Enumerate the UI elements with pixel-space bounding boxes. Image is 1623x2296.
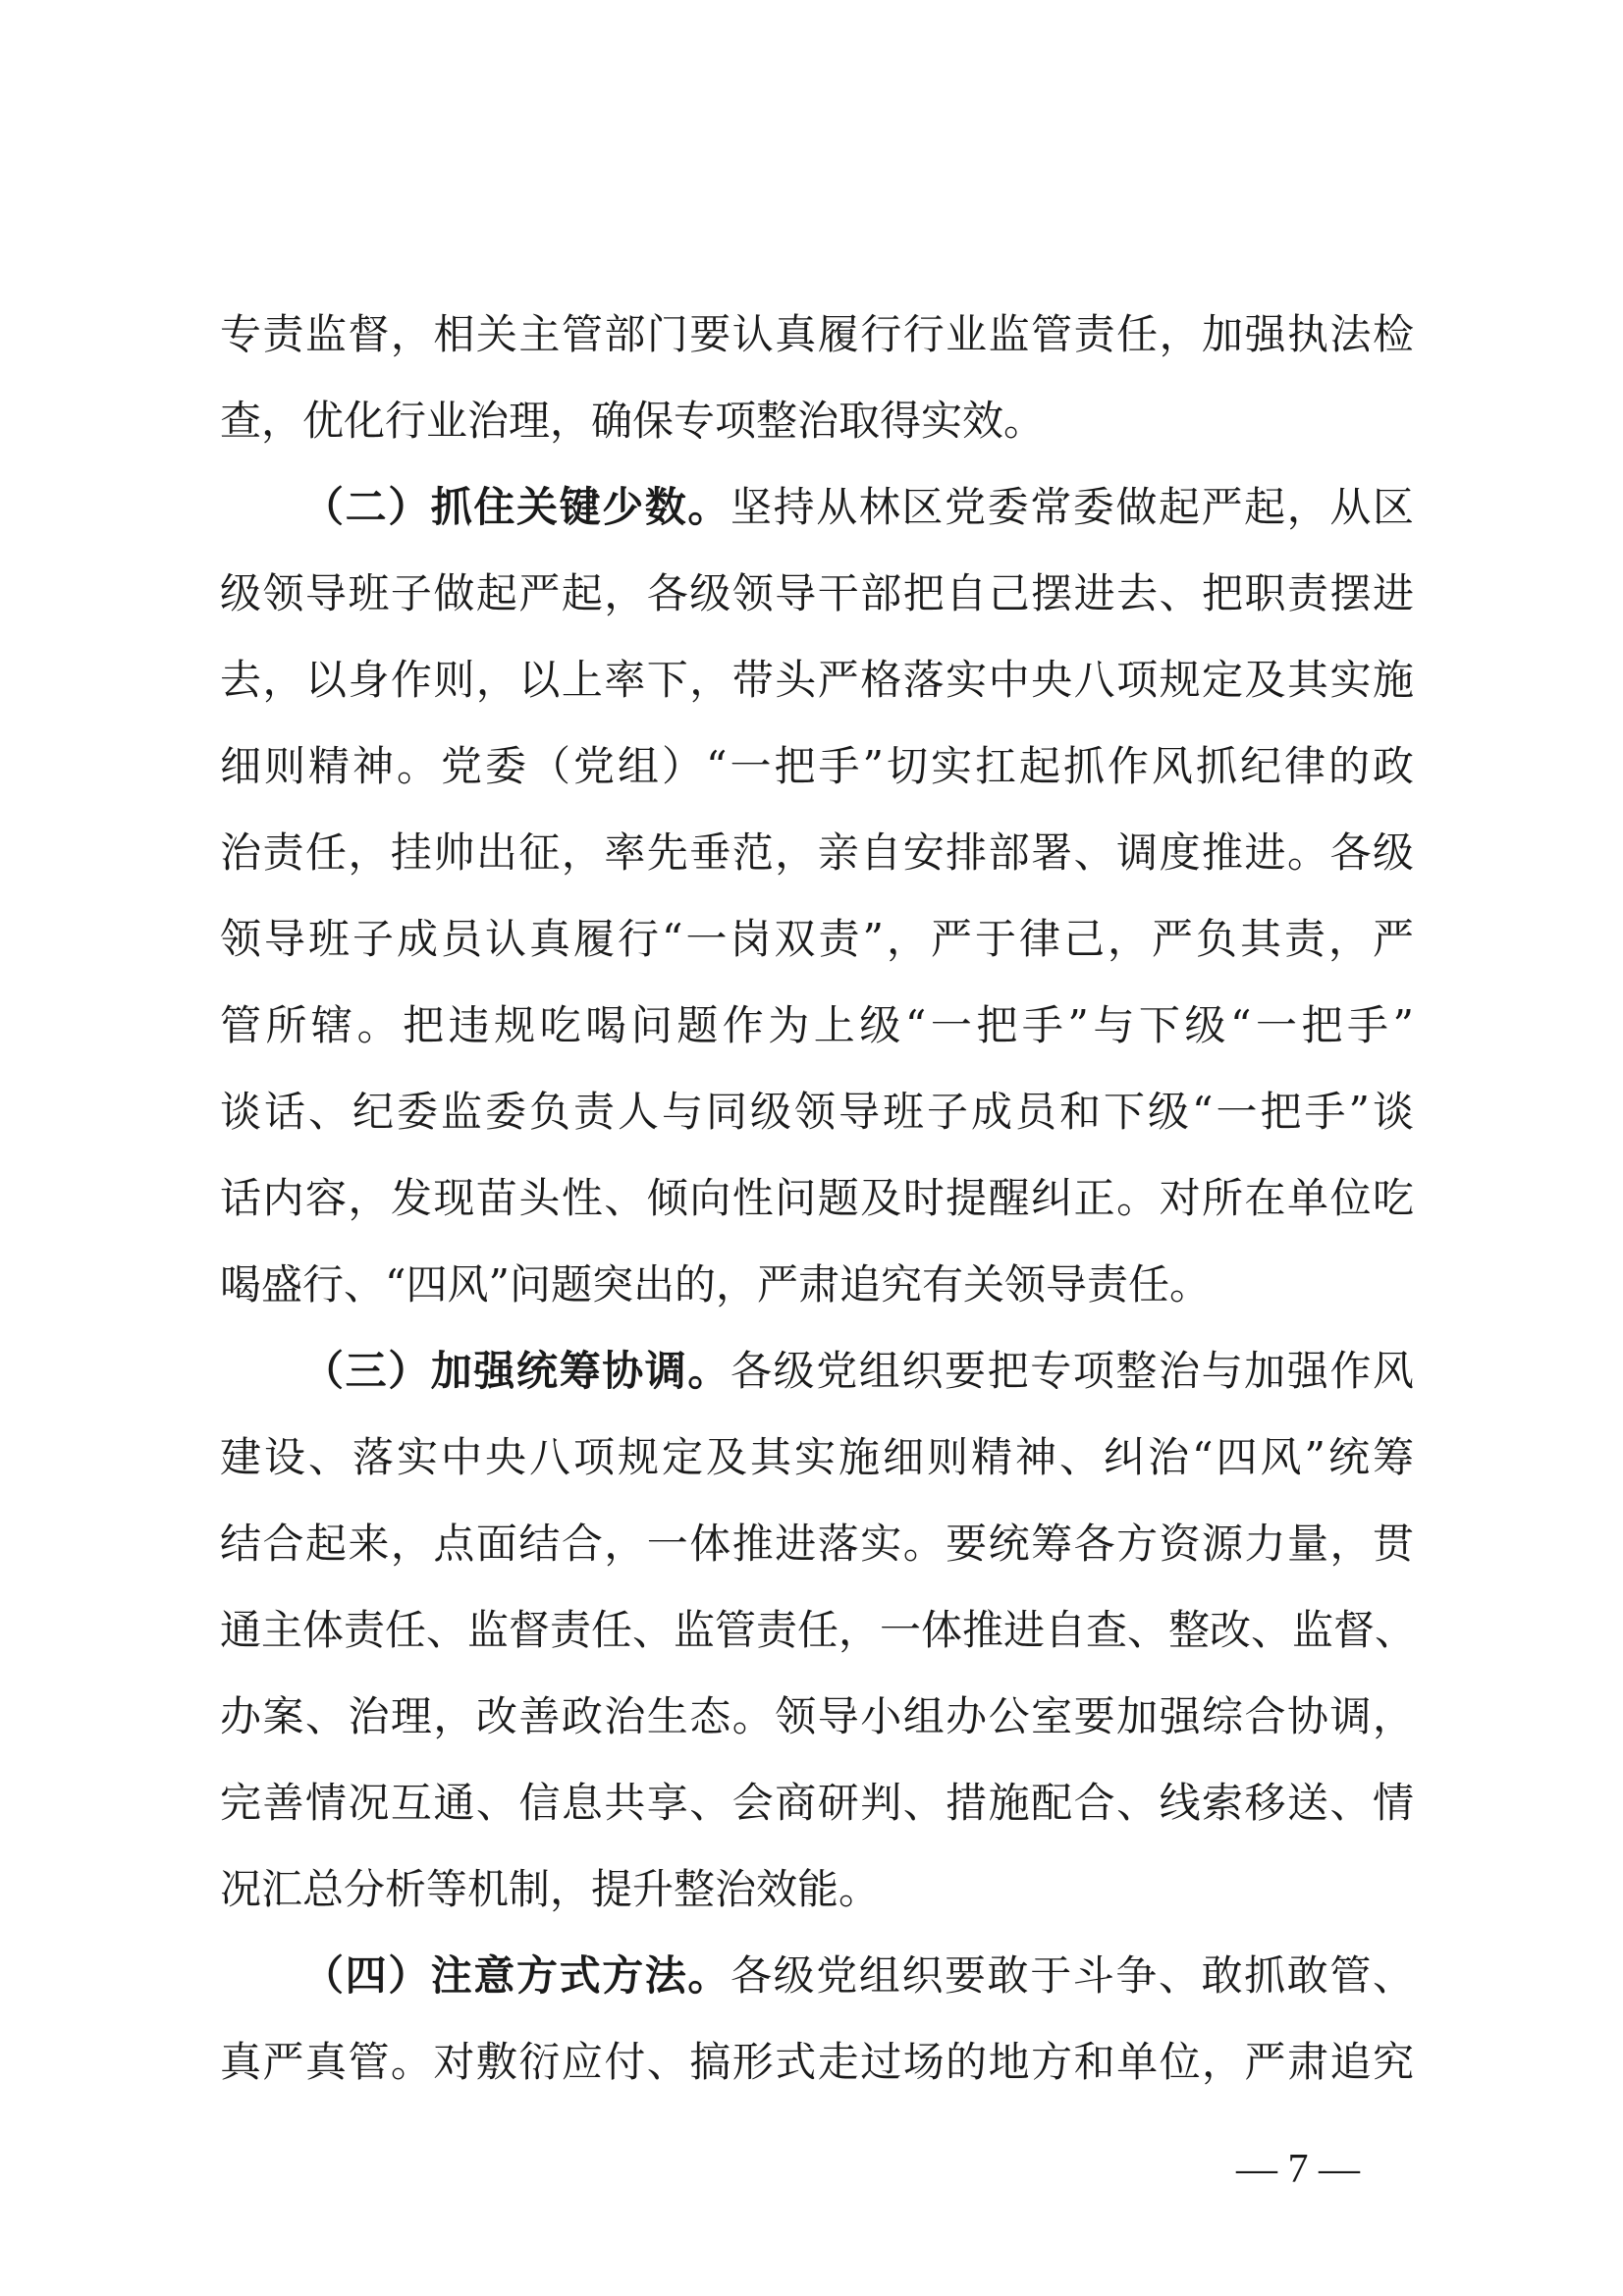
line-text: 坚持从林区党委常委做起严起，从区 <box>730 483 1414 531</box>
section-heading-line <box>220 1328 1414 1415</box>
text-line <box>220 1587 1417 1674</box>
text-line <box>220 1155 1414 1242</box>
line-text: 建设、落实中央八项规定及其实施细则精神、纠治“四风”统筹 <box>220 1433 1414 1481</box>
section-heading: （三）加强统筹协调。 <box>302 1347 730 1395</box>
line-text: 结合起来，点面结合，一体推进落实。要统筹各方资源力量，贯 <box>220 1520 1414 1568</box>
line-text: 各级党组织要敢于斗争、敢抓敢管、 <box>730 1951 1414 2000</box>
text-line <box>220 896 1414 983</box>
line-text: 各级党组织要把专项整治与加强作风 <box>730 1347 1414 1395</box>
line-text: 治责任，挂帅出征，率先垂范，亲自安排部署、调度推进。各级 <box>220 828 1414 877</box>
text-line <box>220 637 1414 723</box>
text-line <box>220 1846 1414 1933</box>
line-text: 查，优化行业治理，确保专项整治取得实效。 <box>220 397 1046 445</box>
line-text: 专责监督，相关主管部门要认真履行行业监管责任，加强执法检 <box>220 310 1414 358</box>
text-line <box>220 2019 1414 2106</box>
line-text: 办案、治理，改善政治生态。领导小组办公室要加强综合协调， <box>220 1692 1414 1740</box>
text-line <box>220 1069 1414 1155</box>
line-text: 级领导班子做起严起，各级领导干部把自己摆进去、把职责摆进 <box>220 569 1414 617</box>
line-text: 完善情况互通、信息共享、会商研判、措施配合、线索移送、情 <box>220 1779 1414 1827</box>
section-heading: （四）注意方式方法。 <box>302 1951 730 2000</box>
line-text: 谈话、纪委监委负责人与同级领导班子成员和下级“一把手”谈 <box>220 1088 1414 1136</box>
text-line <box>220 378 1414 464</box>
line-text: 通主体责任、监督责任、监管责任，一体推进自查、整改、监督、 <box>220 1606 1417 1654</box>
text-line <box>220 292 1414 378</box>
page-number: — 7 — <box>1236 2147 1360 2192</box>
body-text <box>220 292 1417 2106</box>
text-line <box>220 1242 1414 1328</box>
text-line <box>220 1674 1414 1760</box>
text-line <box>220 983 1414 1069</box>
line-text: 况汇总分析等机制，提升整治效能。 <box>220 1865 881 1913</box>
text-line <box>220 1501 1414 1587</box>
line-text: 喝盛行、“四风”问题突出的，严肃追究有关领导责任。 <box>220 1260 1211 1308</box>
line-text: 真严真管。对敷衍应付、搞形式走过场的地方和单位，严肃追究 <box>220 2038 1414 2086</box>
line-text: 管所辖。把违规吃喝问题作为上级“一把手”与下级“一把手” <box>220 1001 1414 1049</box>
line-text: 领导班子成员认真履行“一岗双责”，严于律己，严负其责，严 <box>220 915 1414 963</box>
line-text: 话内容，发现苗头性、倾向性问题及时提醒纠正。对所在单位吃 <box>220 1174 1414 1222</box>
text-line <box>220 551 1414 637</box>
text-line <box>220 723 1414 810</box>
line-text: 细则精神。党委（党组）“一把手”切实扛起抓作风抓纪律的政 <box>220 742 1414 790</box>
section-heading-line <box>220 464 1414 551</box>
line-text: 去，以身作则，以上率下，带头严格落实中央八项规定及其实施 <box>220 656 1414 704</box>
text-line <box>220 810 1414 896</box>
text-line <box>220 1415 1414 1501</box>
section-heading-line <box>220 1933 1414 2019</box>
text-line <box>220 1760 1414 1846</box>
section-heading: （二）抓住关键少数。 <box>302 483 730 531</box>
